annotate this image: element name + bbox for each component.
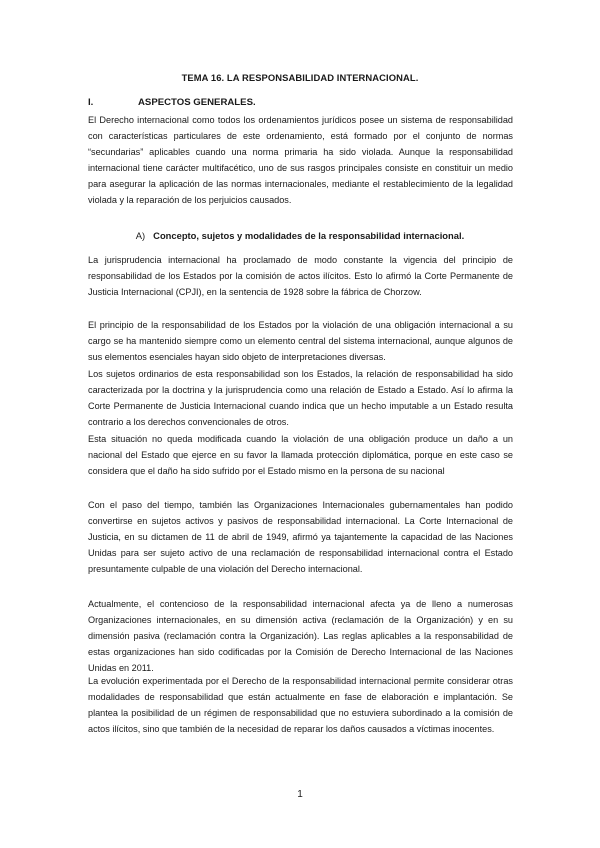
- document-title: TEMA 16. LA RESPONSABILIDAD INTERNACIONAL.: [181, 72, 419, 83]
- body-paragraph: La evolución experimentada por el Derecho de la responsabilidad internacional permite considerar otras modalidades de responsabilidad que están actualmente en fase de elaboración e implantación. Se plantea la posibilidad de un régimen de responsabilidad que no estuviera subordinado a la comisión de actos ilícitos, sino que también de la necesidad de reparar los daños causados a víctimas inocentes.: [88, 676, 513, 734]
- section-number: I.: [88, 97, 94, 108]
- body-paragraph: Los sujetos ordinarios de esta responsabilidad son los Estados, la relación de responsabilidad ha sido caracterizada por la doctrina y la jurisprudencia como una relación de Estado a Estado. Así lo afirma la Corte Permanente de Justicia Internacional cuando indica que un hecho imputable a un Estado resulta contrario a los derechos convencionales de otros.: [88, 369, 513, 427]
- body-paragraph: El principio de la responsabilidad de los Estados por la violación de una obligación internacional a su cargo se ha mantenido siempre como un elemento central del sistema internacional, aunque algunos de sus elementos esenciales hayan sido objeto de interpretaciones diversas.: [88, 320, 513, 362]
- section-title: ASPECTOS GENERALES.: [138, 97, 256, 108]
- intro-paragraph: El Derecho internacional como todos los ordenamientos jurídicos posee un sistema de responsabilidad con características particulares de este ordenamiento, está formado por el conjunto de normas “secundarias” aplicables cuando una norma primaria ha sido violada. Aunque la responsabilidad internacional tiene carácter multifacético, uno de sus rasgos principales consiste en constituir un medio para asegurar la aplicación de las normas internacionales, mediante el restablecimiento de la legalidad violada y la reparación de los perjuicios causados.: [88, 115, 513, 205]
- section-heading: [88, 97, 256, 108]
- body-paragraph: Esta situación no queda modificada cuando la violación de una obligación produce un daño a un nacional del Estado que ejerce en su favor la llamada protección diplomática, porque en este caso se considera que el daño ha sido sufrido por el Estado mismo en la persona de su nacional: [88, 434, 513, 476]
- subsection-heading: [0, 230, 600, 241]
- subsection-letter: A): [135, 230, 146, 241]
- body-paragraph: Con el paso del tiempo, también las Organizaciones Internacionales gubernamentales han podido convertirse en sujetos activos y pasivos de responsabilidad internacional. La Corte Internacional de Justicia, en su dictamen de 11 de abril de 1949, afirmó ya tajantemente la capacidad de las Naciones Unidas para ser sujeto activo de una reclamación de responsabilidad internacional contra el Estado presuntamente culpable de una violación del Derecho internacional.: [88, 500, 513, 574]
- subsection-title: Concepto, sujetos y modalidades de la responsabilidad internacional.: [153, 230, 465, 241]
- page-number: 1: [297, 789, 303, 800]
- body-paragraph: Actualmente, el contencioso de la responsabilidad internacional afecta ya de lleno a numerosas Organizaciones internacionales, en su dimensión activa (reclamación de la Organización) y en su dimensión pasiva (reclamación contra la Organización). Las reglas aplicables a la responsabilidad de estas organizaciones han sido codificadas por la Comisión de Derecho Internacional de las Naciones Unidas en 2011.: [88, 599, 513, 673]
- body-paragraph: La jurisprudencia internacional ha proclamado de modo constante la vigencia del principio de responsabilidad de los Estados por la comisión de actos ilícitos. Esto lo afirmó la Corte Permanente de Justicia Internacional (CPJI), en la sentencia de 1928 sobre la fábrica de Chorzow.: [88, 255, 513, 297]
